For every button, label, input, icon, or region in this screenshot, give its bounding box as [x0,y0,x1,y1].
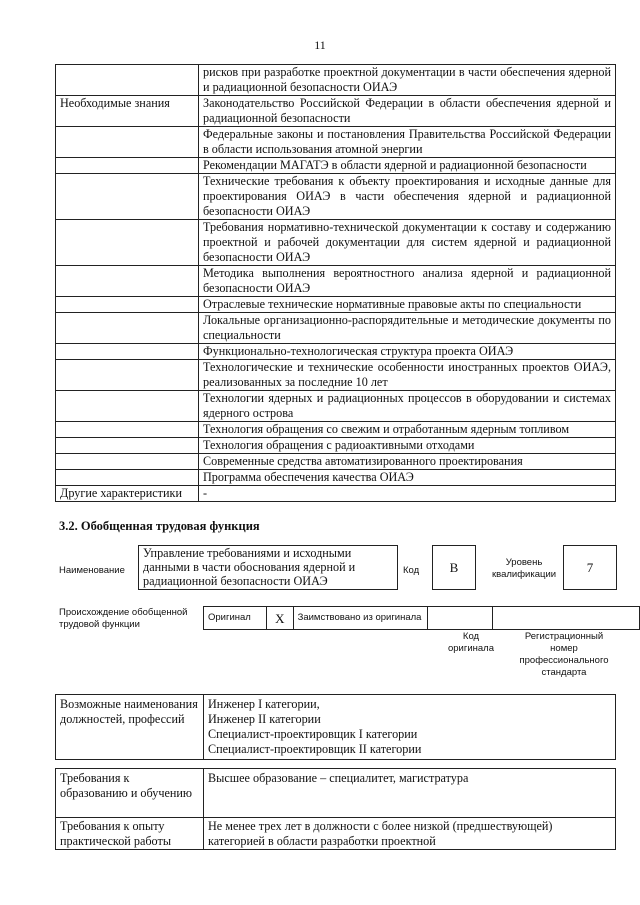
table-row [56,220,616,266]
requirements-table [55,768,616,850]
row-value: Рекомендации МАГАТЭ в области ядерной и радиационной безопасности [199,158,616,174]
origin-code-cell [428,607,493,630]
code-label: Код [403,565,420,576]
experience-label: Требования к опыту практической работы [56,818,204,850]
row-value: Федеральные законы и постановления Правительства Российской Федерации в области использования атомной энергии [199,127,616,158]
table-row [56,158,616,174]
row-label [56,313,199,344]
table-row [56,391,616,422]
row-value: Технология обращения со свежим и отработанным ядерным топливом [199,422,616,438]
row-label: Другие характеристики [56,486,199,502]
row-value: Отраслевые технические нормативные правовые акты по специальности [199,297,616,313]
row-value: Требования нормативно-технической документации к составу и содержанию проектной и рабочей документации для систем ядерной и радиационной безопасности ОИАЭ [199,220,616,266]
row-value: Технические требования к объекту проектирования и исходные данные для проектирования ОИАЭ в части обеспечения ядерной и радиационной безопасности ОИАЭ [199,174,616,220]
name-label: Наименование [59,565,125,576]
table-row [56,344,616,360]
table-row [56,313,616,344]
row-label [56,158,199,174]
position-item: Инженер II категории [208,712,321,726]
table-row [56,96,616,127]
row-value: рисков при разработке проектной документации в части обеспечения ядерной и радиационной безопасности ОИАЭ [199,65,616,96]
table-row [56,769,616,818]
row-label [56,65,199,96]
original-mark: X [267,607,293,630]
page-number: 11 [314,38,326,52]
positions-table [55,694,616,760]
code-box [432,545,476,590]
table-row [56,486,616,502]
row-value: - [199,486,616,502]
positions-list [204,695,616,760]
row-value: Законодательство Российской Федерации в области обеспечения ядерной и радиационной безопасности [199,96,616,127]
row-label [56,297,199,313]
table-row [56,470,616,486]
row-label [56,438,199,454]
function-name-box [138,545,398,590]
table-row [56,127,616,158]
row-value: Локальные организационно-распорядительные и методические документы по специальности [199,313,616,344]
row-value: Методика выполнения вероятностного анализа ядерной и радиационной безопасности ОИАЭ [199,266,616,297]
knowledge-table [55,64,616,502]
code-value: B [449,560,459,575]
row-label [56,220,199,266]
row-label [56,422,199,438]
table-row [56,454,616,470]
row-label [56,470,199,486]
row-value: Технология обращения с радиоактивными отходами [199,438,616,454]
positions-label: Возможные наименования должностей, профессий [56,695,204,760]
row-value: Современные средства автоматизированного проектирования [199,454,616,470]
table-row [56,297,616,313]
origin-code-caption: Код оригинала [447,631,494,654]
table-row [56,266,616,297]
row-value: Функционально-технологическая структура проекта ОИАЭ [199,344,616,360]
table-row [56,818,616,850]
table-row [56,422,616,438]
row-value: Программа обеспечения качества ОИАЭ [199,470,616,486]
section-title: 3.2. Обобщенная трудовая функция [59,519,260,533]
level-label: Уровень квалификации [492,557,557,580]
table-row [56,65,616,96]
table-row [56,438,616,454]
row-label [56,174,199,220]
table-row [56,360,616,391]
row-value: Технологии ядерных и радиационных процессов в оборудовании и системах ядерного острова [199,391,616,422]
row-value: Технологические и технические особенности иностранных проектов ОИАЭ, реализованных за последние 10 лет [199,360,616,391]
original-label: Оригинал [204,607,267,630]
reg-number-caption: Регистрационный номер профессионального стандарта [519,631,609,678]
reg-number-cell [492,607,639,630]
experience-value: Не менее трех лет в должности с более низкой (предшествующей) категорией в области разработки проектной [204,818,616,850]
row-label: Необходимые знания [56,96,199,127]
education-value: Высшее образование – специалитет, магистратура [204,769,616,818]
row-label [56,127,199,158]
row-label [56,266,199,297]
position-item: Специалист-проектировщик II категории [208,742,422,756]
row-label [56,454,199,470]
origin-table [203,606,640,630]
position-item: Инженер I категории, [208,697,320,711]
level-box [563,545,617,590]
education-label: Требования к образованию и обучению [56,769,204,818]
table-row [56,174,616,220]
row-label [56,344,199,360]
position-item: Специалист-проектировщик I категории [208,727,418,741]
row-label [56,391,199,422]
borrowed-label: Заимствовано из оригинала [293,607,427,630]
function-name-value: Управление требованиями и исходными данными в части обоснования ядерной и радиационной безопасности ОИАЭ [143,546,356,588]
level-value: 7 [586,560,594,575]
origin-label: Происхождение обобщенной трудовой функции [59,607,188,630]
row-label [56,360,199,391]
